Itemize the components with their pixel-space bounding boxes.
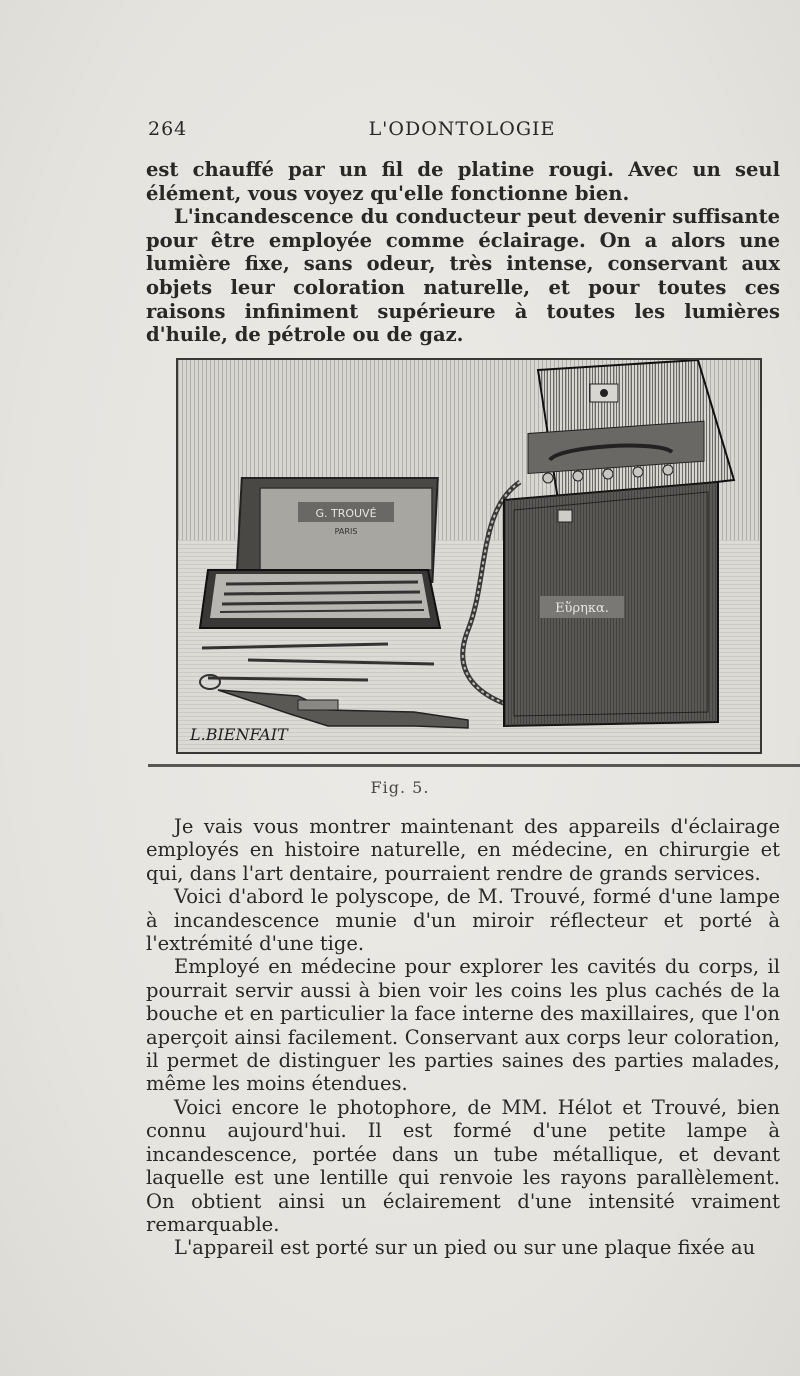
engraving-illustration: [178, 360, 760, 752]
paragraph: L'appareil est porté sur un pied ou sur une plaque fixée au: [174, 1236, 756, 1260]
figure-engraving: [176, 358, 762, 754]
text-block-bottom: [146, 815, 780, 1260]
battery-label: Εὕρηκα.: [555, 601, 609, 616]
paragraph: est chauffé par un fil de platine rougi. Avec un seul élément, vous voyez qu'elle fonctionne bien.: [146, 158, 780, 205]
paragraph: Voici encore le photophore, de MM. Hélot et Trouvé, bien connu aujourd'hui. Il est formé d'une petite lampe à incandescence, portée dans un tube métallique, et devant laquelle est une lentille qui renvoie les rayons parallèlement. On obtient ainsi un éclairement d'une intensité vraiment remarquable.: [146, 1095, 780, 1236]
case-label-maker: G. TROUVÉ: [315, 507, 377, 520]
running-title: L'ODONTOLOGIE: [368, 118, 556, 140]
text-block-top: [146, 158, 780, 347]
page-header: [148, 118, 776, 144]
paragraph: L'incandescence du conducteur peut devenir suffisante pour être employée comme éclairage. On a alors une lumière fixe, sans odeur, très intense, conservant aux objets leur coloration naturelle, et pour toutes ces raisons infiniment supérieure à toutes les lumières d'huile, de pétrole ou de gaz.: [146, 205, 780, 347]
paragraph: Je vais vous montrer maintenant des appareils d'éclairage employés en histoire naturelle, en médecine, en chirurgie et qui, dans l'art dentaire, pourraient rendre de grands services.: [146, 815, 780, 885]
paragraph: Employé en médecine pour explorer les cavités du corps, il pourrait servir aussi à bien voir les coins les plus cachés de la bouche et en particulier la face interne des maxillaires, que l'on aperçoit ainsi facilement. Conservant aux corps leur coloration, il permet de distinguer les parties saines des parties malades, même les moins étendues.: [146, 955, 780, 1096]
case-label-city: PARIS: [334, 527, 358, 536]
paragraph: Voici d'abord le polyscope, de M. Trouvé, formé d'une lampe à incandescence munie d'un miroir réflecteur et porté à l'extrémité d'une tige.: [146, 885, 780, 956]
artist-signature: L.BIENFAIT: [190, 725, 288, 744]
figure-caption: Fig. 5.: [370, 778, 430, 797]
page-number: 264: [148, 118, 188, 140]
figure-bottom-rule: [148, 764, 800, 767]
